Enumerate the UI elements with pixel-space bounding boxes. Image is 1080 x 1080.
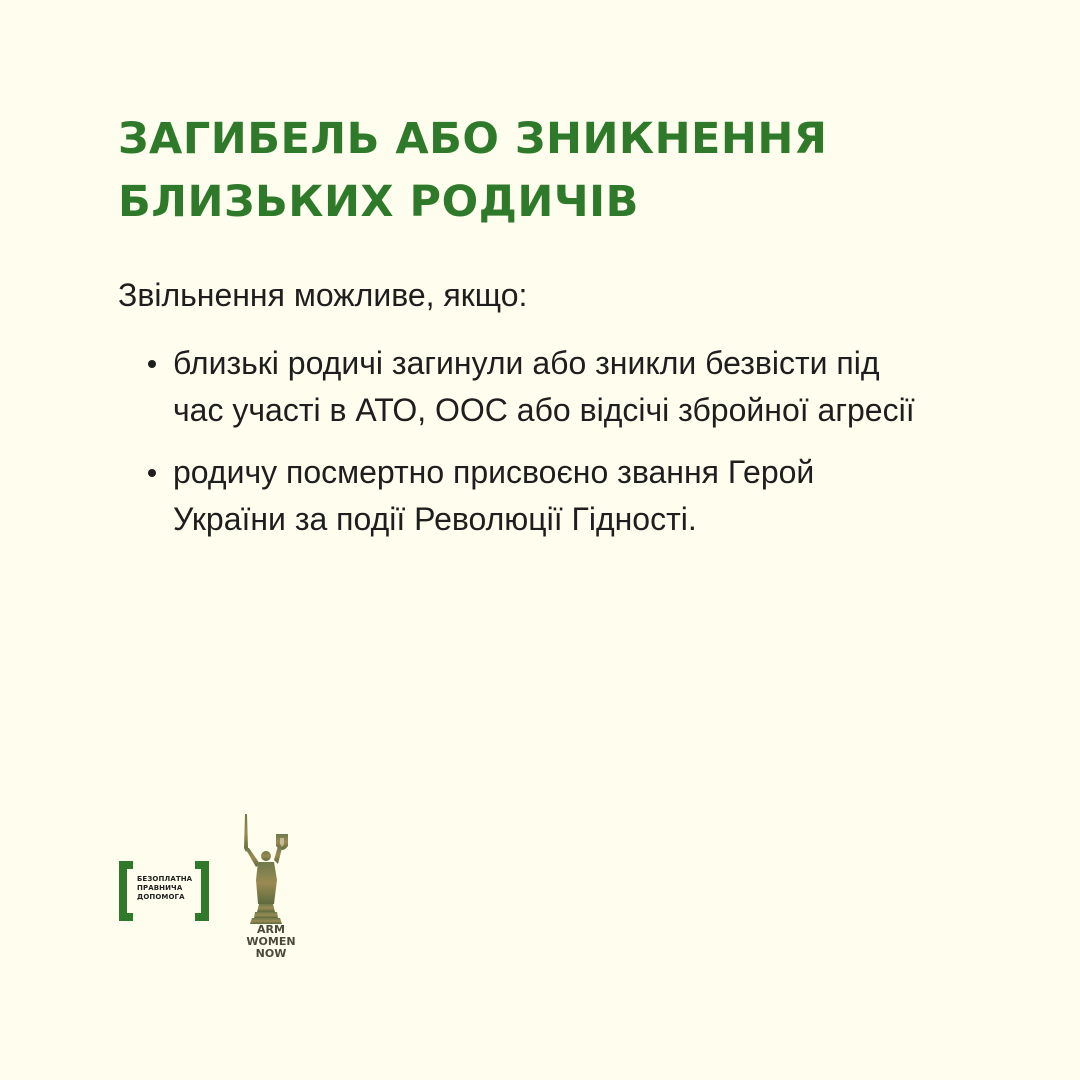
page-title	[118, 108, 1018, 234]
arm-logo-line-1: ARM	[257, 923, 285, 936]
list-item-line-1: родичу посмертно присвоєно звання Герой	[173, 454, 815, 490]
arm-women-now-logo	[236, 812, 306, 967]
bullet-icon	[148, 360, 156, 368]
motherland-statue-icon	[236, 812, 306, 927]
legal-aid-logo	[119, 861, 209, 921]
arm-logo-line-2: WOMEN	[246, 935, 296, 948]
intro-text: Звільнення можливе, якщо:	[118, 277, 528, 313]
list-item-line-2: України за події Революції Гідності.	[173, 501, 697, 537]
legal-aid-logo-text	[137, 875, 197, 902]
arm-logo-line-3: NOW	[255, 947, 287, 960]
title-line-2: БЛИЗЬКИХ РОДИЧІВ	[118, 177, 639, 227]
list-item	[118, 340, 1018, 434]
legal-aid-logo-line-2: ПРАВНИЧА	[137, 884, 183, 892]
legal-aid-logo-line-3: ДОПОМОГА	[137, 893, 185, 901]
legal-aid-logo-line-1: БЕЗОПЛАТНА	[137, 875, 193, 883]
right-bracket-icon	[195, 861, 209, 921]
arm-women-now-logo-text	[236, 924, 306, 960]
list-item-line-2: час участі в АТО, ООС або відсічі збройної агресії	[173, 392, 915, 428]
left-bracket-icon	[119, 861, 133, 921]
title-line-1: ЗАГИБЕЛЬ АБО ЗНИКНЕННЯ	[118, 114, 828, 164]
list-item	[118, 449, 1018, 543]
conditions-list	[118, 340, 1018, 558]
list-item-line-1: близькі родичі загинули або зникли безвісти під	[173, 345, 880, 381]
bullet-icon	[148, 469, 156, 477]
